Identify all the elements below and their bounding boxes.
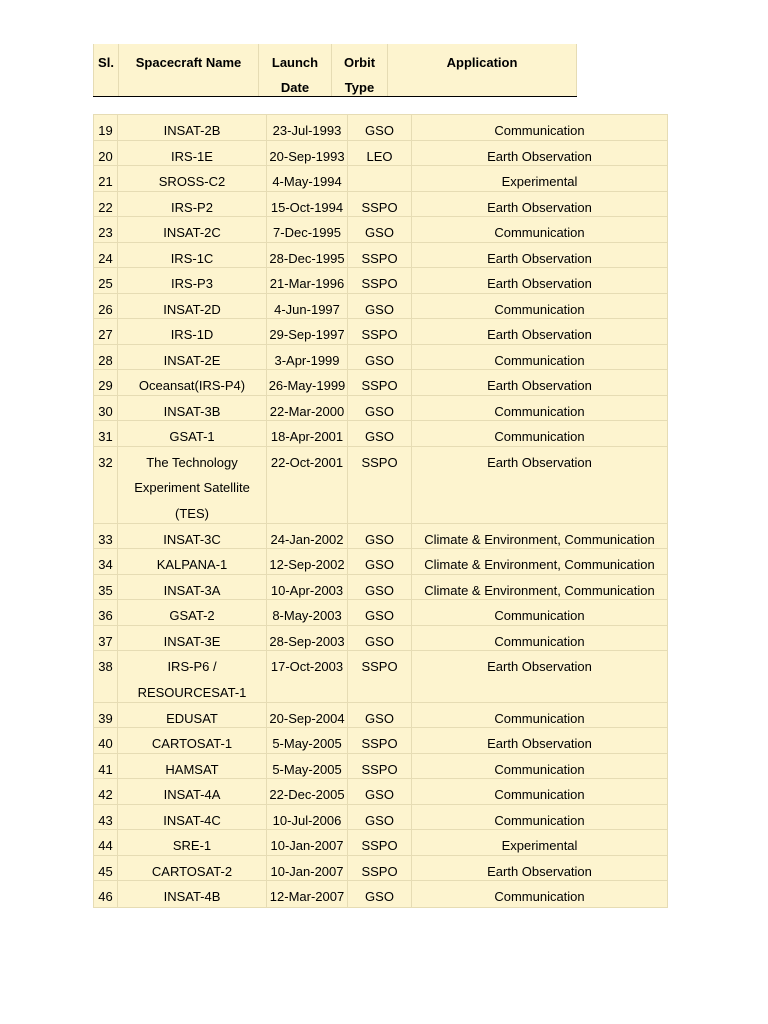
cell-sl: 33 xyxy=(94,524,118,549)
cell-sl: 20 xyxy=(94,141,118,166)
cell-application: Earth Observation xyxy=(487,148,592,164)
cell-name: IRS-P3 xyxy=(118,268,267,293)
cell-application: Communication xyxy=(494,710,585,726)
cell-application: Earth Observation xyxy=(487,659,592,674)
cell-date: 15-Oct-1994 xyxy=(267,192,348,217)
header-application-label: Application xyxy=(446,55,518,70)
cell-sl: 44 xyxy=(94,830,118,855)
cell-date: 4-Jun-1997 xyxy=(267,294,348,319)
table-row xyxy=(94,396,667,422)
cell-sl: 27 xyxy=(94,319,118,344)
cell-name: CARTOSAT-2 xyxy=(118,856,267,881)
header-sl-label: Sl. xyxy=(98,55,114,70)
cell-name: INSAT-2B xyxy=(118,115,267,140)
cell-date: 22-Mar-2000 xyxy=(267,396,348,421)
cell-application: Communication xyxy=(494,123,585,138)
cell-orbit: GSO xyxy=(348,600,412,625)
header-name-label: Spacecraft Name xyxy=(135,55,242,70)
table-row xyxy=(94,421,667,447)
header-date-line2: Date xyxy=(280,80,310,95)
cell-name: INSAT-2C xyxy=(118,217,267,242)
header-orbit-line2: Type xyxy=(344,80,375,95)
cell-orbit: GSO xyxy=(348,345,412,370)
table-row xyxy=(94,294,667,320)
cell-sl: 29 xyxy=(94,370,118,395)
cell-date: 26-May-1999 xyxy=(267,370,348,395)
cell-sl: 26 xyxy=(94,294,118,319)
cell-application: Earth Observation xyxy=(487,863,592,879)
cell-date: 20-Sep-1993 xyxy=(267,141,348,166)
table-header xyxy=(93,44,577,97)
cell-application: Communication xyxy=(494,787,585,802)
cell-name: INSAT-4C xyxy=(118,805,267,830)
cell-sl: 35 xyxy=(94,575,118,600)
cell-date: 22-Oct-2001 xyxy=(267,447,348,523)
cell-orbit: SSPO xyxy=(348,192,412,217)
cell-sl: 23 xyxy=(94,217,118,242)
cell-name: INSAT-2E xyxy=(118,345,267,370)
header-application xyxy=(387,44,577,96)
table-row xyxy=(94,651,667,703)
cell-orbit xyxy=(348,166,412,191)
table-row xyxy=(94,805,667,831)
table-row xyxy=(94,754,667,780)
cell-name: CARTOSAT-1 xyxy=(118,728,267,753)
cell-application: Climate & Environment, Communication xyxy=(424,582,655,598)
cell-orbit: GSO xyxy=(348,217,412,242)
cell-sl: 28 xyxy=(94,345,118,370)
cell-date: 29-Sep-1997 xyxy=(267,319,348,344)
cell-name: IRS-1D xyxy=(118,319,267,344)
cell-orbit: SSPO xyxy=(348,651,412,702)
table-row xyxy=(94,268,667,294)
header-orbit xyxy=(331,44,387,96)
cell-sl: 43 xyxy=(94,805,118,830)
cell-sl: 41 xyxy=(94,754,118,779)
cell-orbit: GSO xyxy=(348,779,412,804)
cell-orbit: SSPO xyxy=(348,243,412,268)
cell-date: 10-Jan-2007 xyxy=(267,830,348,855)
cell-sl: 40 xyxy=(94,728,118,753)
cell-date: 17-Oct-2003 xyxy=(267,651,348,702)
table-row xyxy=(94,447,667,524)
cell-application: Climate & Environment, Communication xyxy=(424,531,655,547)
cell-date: 7-Dec-1995 xyxy=(267,217,348,242)
cell-orbit: SSPO xyxy=(348,728,412,753)
table-row xyxy=(94,575,667,601)
cell-name: KALPANA-1 xyxy=(118,549,267,574)
cell-sl: 36 xyxy=(94,600,118,625)
cell-orbit: GSO xyxy=(348,524,412,549)
cell-application: Experimental xyxy=(501,838,578,853)
cell-name: SROSS-C2 xyxy=(118,166,267,191)
cell-orbit: GSO xyxy=(348,549,412,574)
cell-orbit: LEO xyxy=(348,141,412,166)
cell-application: Communication xyxy=(494,633,585,649)
cell-sl: 46 xyxy=(94,881,118,907)
cell-sl: 39 xyxy=(94,703,118,728)
cell-sl: 22 xyxy=(94,192,118,217)
cell-orbit: SSPO xyxy=(348,447,412,523)
cell-date: 21-Mar-1996 xyxy=(267,268,348,293)
cell-name: INSAT-3A xyxy=(118,575,267,600)
cell-orbit: GSO xyxy=(348,703,412,728)
cell-sl: 24 xyxy=(94,243,118,268)
cell-sl: 34 xyxy=(94,549,118,574)
cell-name: IRS-P2 xyxy=(118,192,267,217)
cell-sl: 19 xyxy=(94,115,118,140)
cell-application: Communication xyxy=(494,352,585,368)
cell-application: Communication xyxy=(494,761,585,777)
cell-application: Earth Observation xyxy=(487,378,592,393)
table-row xyxy=(94,524,667,550)
table-row xyxy=(94,192,667,218)
header-sl xyxy=(93,44,118,96)
cell-name: INSAT-3B xyxy=(118,396,267,421)
table-row xyxy=(94,345,667,371)
cell-name: INSAT-3C xyxy=(118,524,267,549)
table-row xyxy=(94,319,667,345)
cell-orbit: SSPO xyxy=(348,754,412,779)
cell-application: Communication xyxy=(494,608,585,623)
cell-orbit: SSPO xyxy=(348,830,412,855)
cell-name: SRE-1 xyxy=(118,830,267,855)
cell-application: Communication xyxy=(494,889,585,904)
cell-name: INSAT-4B xyxy=(118,881,267,907)
cell-orbit: SSPO xyxy=(348,268,412,293)
table-row xyxy=(94,166,667,192)
cell-application: Communication xyxy=(494,812,585,828)
cell-sl: 45 xyxy=(94,856,118,881)
cell-name: The Technology Experiment Satellite (TES) xyxy=(118,447,267,523)
cell-application: Earth Observation xyxy=(487,327,592,342)
cell-name: IRS-1E xyxy=(118,141,267,166)
cell-orbit: GSO xyxy=(348,421,412,446)
cell-orbit: GSO xyxy=(348,115,412,140)
cell-application: Earth Observation xyxy=(487,199,592,215)
cell-date: 20-Sep-2004 xyxy=(267,703,348,728)
cell-date: 28-Dec-1995 xyxy=(267,243,348,268)
cell-name: INSAT-2D xyxy=(118,294,267,319)
cell-orbit: SSPO xyxy=(348,319,412,344)
cell-date: 18-Apr-2001 xyxy=(267,421,348,446)
table-row xyxy=(94,728,667,754)
header-name xyxy=(118,44,258,96)
cell-name: INSAT-4A xyxy=(118,779,267,804)
cell-date: 10-Apr-2003 xyxy=(267,575,348,600)
cell-orbit: GSO xyxy=(348,805,412,830)
cell-application: Earth Observation xyxy=(487,250,592,266)
spacecraft-table xyxy=(93,114,668,908)
cell-name: GSAT-1 xyxy=(118,421,267,446)
cell-date: 5-May-2005 xyxy=(267,728,348,753)
cell-application: Communication xyxy=(494,403,585,419)
cell-date: 8-May-2003 xyxy=(267,600,348,625)
cell-date: 22-Dec-2005 xyxy=(267,779,348,804)
cell-sl: 31 xyxy=(94,421,118,446)
header-date-line1: Launch xyxy=(271,55,319,70)
table-row xyxy=(94,115,667,141)
cell-sl: 32 xyxy=(94,447,118,523)
cell-application: Earth Observation xyxy=(487,454,592,470)
cell-sl: 25 xyxy=(94,268,118,293)
table-row xyxy=(94,830,667,856)
cell-application: Experimental xyxy=(501,174,578,189)
cell-date: 3-Apr-1999 xyxy=(267,345,348,370)
cell-date: 12-Sep-2002 xyxy=(267,549,348,574)
cell-orbit: GSO xyxy=(348,626,412,651)
table-row xyxy=(94,703,667,729)
cell-sl: 42 xyxy=(94,779,118,804)
cell-application: Communication xyxy=(494,301,585,317)
cell-sl: 38 xyxy=(94,651,118,702)
table-row xyxy=(94,600,667,626)
table-row xyxy=(94,881,667,907)
cell-name: INSAT-3E xyxy=(118,626,267,651)
cell-name: IRS-P6 / RESOURCESAT-1 xyxy=(118,651,267,702)
cell-date: 10-Jul-2006 xyxy=(267,805,348,830)
table-row xyxy=(94,856,667,882)
cell-application: Climate & Environment, Communication xyxy=(424,557,655,572)
header-date xyxy=(258,44,331,96)
cell-name: GSAT-2 xyxy=(118,600,267,625)
cell-date: 4-May-1994 xyxy=(267,166,348,191)
cell-orbit: SSPO xyxy=(348,856,412,881)
table-row xyxy=(94,626,667,652)
table-row xyxy=(94,217,667,243)
cell-orbit: GSO xyxy=(348,396,412,421)
table-row xyxy=(94,779,667,805)
cell-sl: 37 xyxy=(94,626,118,651)
cell-application: Communication xyxy=(494,225,585,240)
table-row xyxy=(94,243,667,269)
cell-sl: 30 xyxy=(94,396,118,421)
cell-date: 23-Jul-1993 xyxy=(267,115,348,140)
cell-name: EDUSAT xyxy=(118,703,267,728)
cell-orbit: GSO xyxy=(348,881,412,907)
cell-date: 10-Jan-2007 xyxy=(267,856,348,881)
cell-name: Oceansat(IRS-P4) xyxy=(118,370,267,395)
table-row xyxy=(94,141,667,167)
cell-orbit: GSO xyxy=(348,294,412,319)
cell-date: 5-May-2005 xyxy=(267,754,348,779)
cell-date: 24-Jan-2002 xyxy=(267,524,348,549)
cell-sl: 21 xyxy=(94,166,118,191)
cell-application: Communication xyxy=(494,429,585,444)
table-row xyxy=(94,370,667,396)
cell-date: 12-Mar-2007 xyxy=(267,881,348,907)
cell-application: Earth Observation xyxy=(487,276,592,291)
header-orbit-line1: Orbit xyxy=(343,55,376,70)
cell-orbit: SSPO xyxy=(348,370,412,395)
cell-orbit: GSO xyxy=(348,575,412,600)
cell-name: IRS-1C xyxy=(118,243,267,268)
cell-application: Earth Observation xyxy=(487,736,592,751)
cell-date: 28-Sep-2003 xyxy=(267,626,348,651)
table-row xyxy=(94,549,667,575)
cell-name: HAMSAT xyxy=(118,754,267,779)
